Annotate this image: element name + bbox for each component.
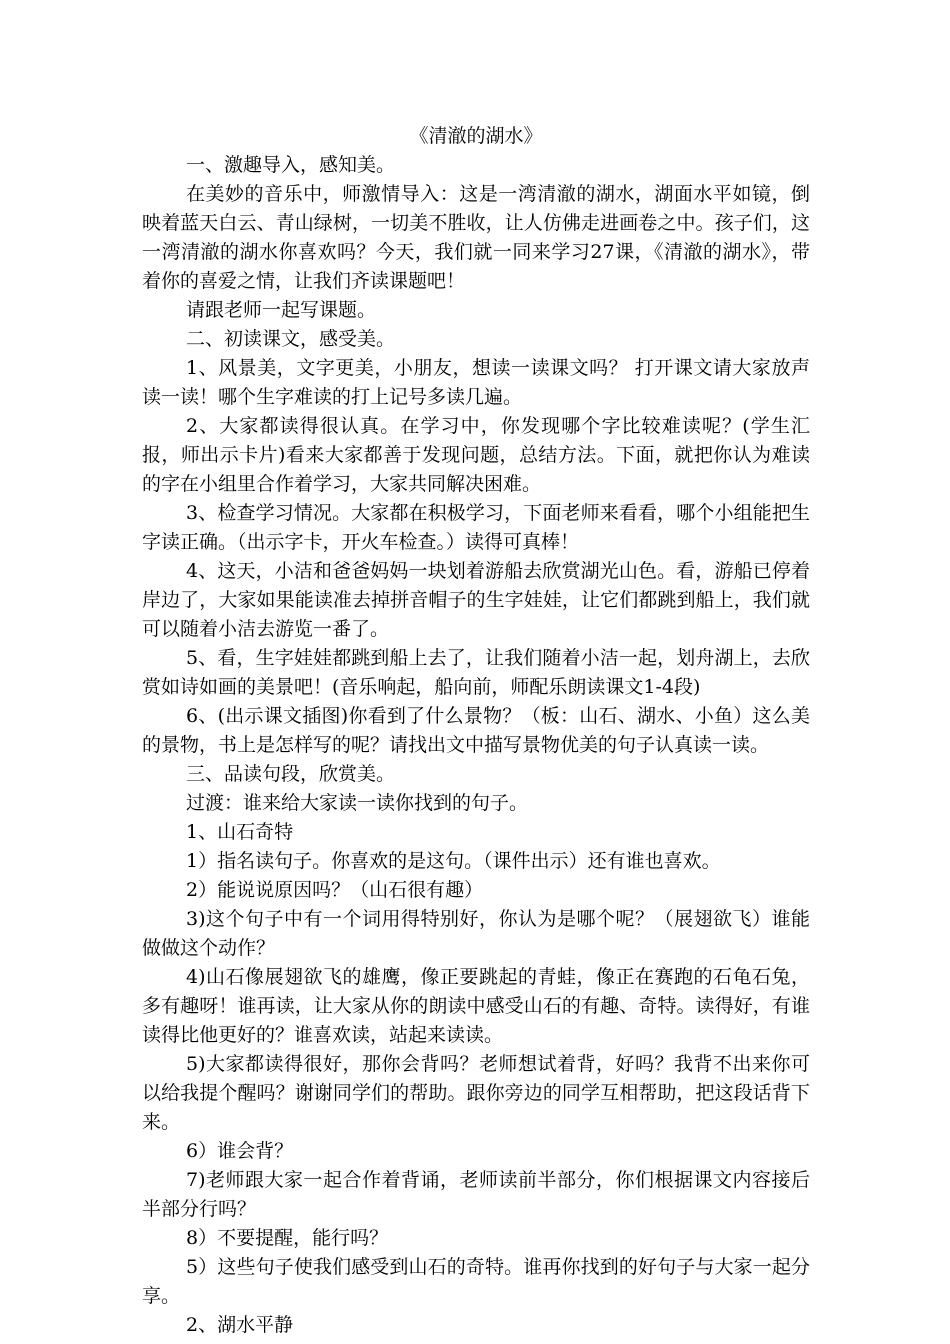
paragraph: 6）谁会背？	[186, 1140, 294, 1162]
paragraph: 2、大家都读得很认真。在学习中，你发现哪个字比较难读呢？(学生汇报，师出示卡片)看来大家都善于发现问题，总结方法。下面，就把你认为难读的字在小组里合作着学习，大家共同解决困难。	[142, 415, 810, 495]
paragraph: 3)这个句子中有一个词用得特别好，你认为是哪个呢？（展翅欲飞）谁能做做这个动作？	[142, 908, 810, 959]
paragraph: 8）不要提醒，能行吗？	[186, 1227, 389, 1249]
paragraph: 1、风景美，文字更美，小朋友，想读一读课文吗？ 打开课文请大家放声读一读！哪个生字难读的打上记号多读几遍。	[142, 357, 810, 408]
heading-section-1: 一、激趣导入，感知美。	[186, 154, 396, 176]
paragraph: 1）指名读句子。你喜欢的是这句。（课件出示）还有谁也喜欢。	[186, 850, 721, 872]
subheading: 1、山石奇特	[186, 821, 294, 843]
document-title: 《清澈的湖水》	[409, 125, 543, 147]
paragraph: 6、(出示课文插图)你看到了什么景物？（板：山石、湖水、小鱼）这么美的景物，书上是怎样写的呢？请找出文中描写景物优美的句子认真读一读。	[142, 705, 810, 756]
paragraph: 4)山石像展翅欲飞的雄鹰，像正要跳起的青蛙，像正在赛跑的石龟石兔，多有趣呀！谁再读，让大家从你的朗读中感受山石的有趣、奇特。读得好，有谁读得比他更好的？谁喜欢读，站起来读读。	[142, 966, 810, 1046]
paragraph: 2）能说说原因吗？（山石很有趣）	[186, 879, 484, 901]
paragraph: 5)大家都读得很好，那你会背吗？老师想试着背，好吗？我背不出来你可以给我提个醒吗？谢谢同学们的帮助。跟你旁边的同学互相帮助，把这段话背下来。	[142, 1053, 810, 1133]
paragraph: 5）这些句子使我们感受到山石的奇特。谁再你找到的好句子与大家一起分享。	[142, 1256, 810, 1307]
subheading: 2、湖水平静	[186, 1314, 294, 1336]
paragraph: 7)老师跟大家一起合作着背诵，老师读前半部分，你们根据课文内容接后半部分行吗？	[142, 1169, 810, 1220]
paragraph: 4、这天，小洁和爸爸妈妈一块划着游船去欣赏湖光山色。看，游船已停着岸边了，大家如果能读准去掉拼音帽子的生字娃娃，让它们都跳到船上，我们就可以随着小洁去游览一番了。	[142, 560, 810, 640]
paragraph: 3、检查学习情况。大家都在积极学习，下面老师来看看，哪个小组能把生字读正确。（出示字卡，开火车检查。）读得可真棒！	[142, 502, 810, 553]
document-body	[142, 122, 810, 1340]
paragraph: 请跟老师一起写课题。	[186, 299, 377, 321]
heading-section-3: 三、品读句段，欣赏美。	[186, 763, 396, 785]
paragraph: 5、看，生字娃娃都跳到船上去了，让我们随着小洁一起，划舟湖上，去欣赏如诗如画的美景吧！(音乐响起，船向前，师配乐朗读课文1-4段)	[142, 647, 810, 698]
paragraph: 过渡：谁来给大家读一读你找到的句子。	[186, 792, 529, 814]
heading-section-2: 二、初读课文，感受美。	[186, 328, 396, 350]
paragraph: 在美妙的音乐中，师激情导入：这是一湾清澈的湖水，湖面水平如镜，倒映着蓝天白云、青山绿树，一切美不胜收，让人仿佛走进画卷之中。孩子们，这一湾清澈的湖水你喜欢吗？今天，我们就一同来学习27课，《清澈的湖水》，带着你的喜爱之情，让我们齐读课题吧！	[142, 183, 810, 292]
